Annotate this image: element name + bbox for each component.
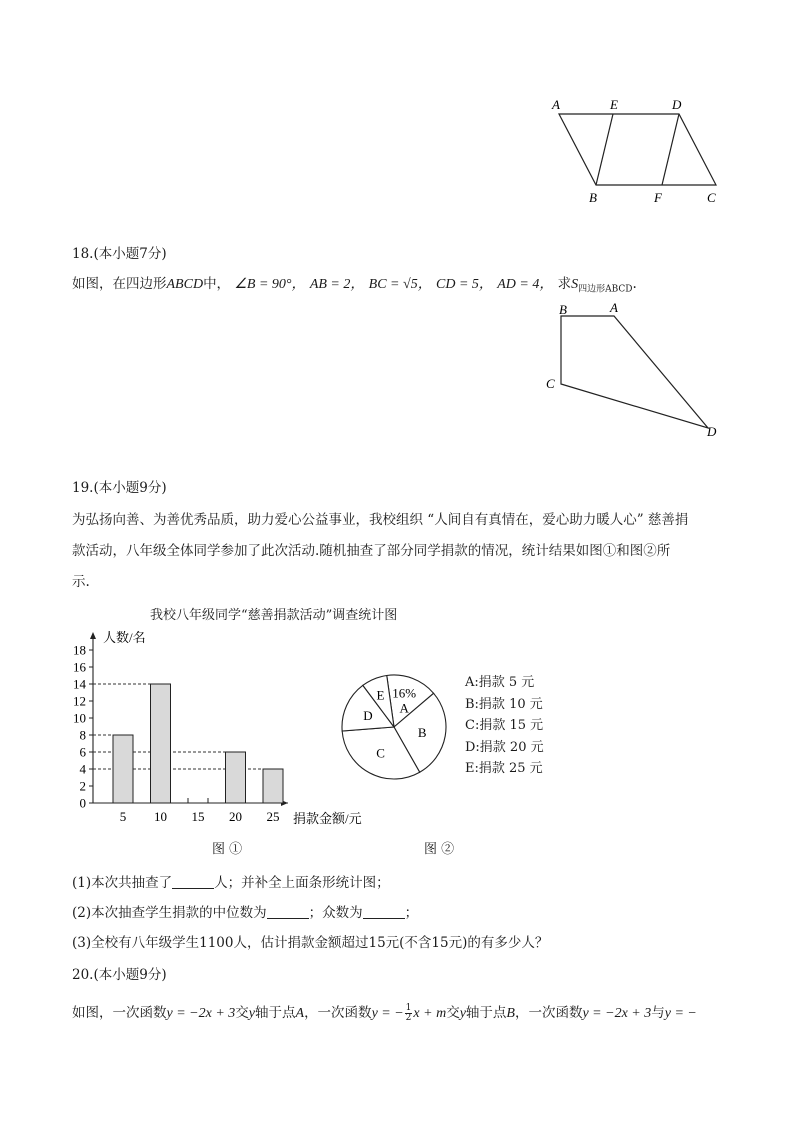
q18-bc: BC = √5， xyxy=(368,277,432,292)
label-f: F xyxy=(654,190,662,205)
q19-part-2-text-a: (2)本次抽查学生捐款的中位数为 xyxy=(72,905,267,921)
q18-header: 18.(本小题7分) xyxy=(72,246,167,262)
q20-frac-num: 1 xyxy=(405,1003,412,1013)
pie-slice-label: D xyxy=(363,708,373,724)
pie-percent-label: 16% xyxy=(392,685,417,701)
y-tick-label: 6 xyxy=(79,744,86,760)
label-b: B xyxy=(589,190,597,205)
legend-item-a: A:捐款 5 元 xyxy=(465,675,535,690)
y-tick-label: 18 xyxy=(73,642,86,658)
q19-part-3: (3)全校有八年级学生1100人，估计捐款金额超过15元(不含15元)的有多少人？ xyxy=(72,935,549,951)
q19-header: 19.(本小题9分) xyxy=(72,480,167,496)
q19-part-2 xyxy=(72,903,418,923)
y-tick-label: 8 xyxy=(79,727,86,743)
y-tick-label: 4 xyxy=(79,761,86,777)
q19-part-1-text-b: 人；并补全上面条形统计图； xyxy=(214,875,390,891)
q20-statement xyxy=(72,1003,697,1024)
bar xyxy=(226,752,246,803)
q18-end: . xyxy=(632,276,637,292)
q18-cd: CD = 5， xyxy=(436,277,493,292)
x-axis-label: 捐款金额/元 xyxy=(293,811,362,826)
pie-chart xyxy=(335,665,455,790)
y-tick-label: 12 xyxy=(73,693,86,709)
pie-slice-label: A xyxy=(399,700,409,716)
y-tick-label: 2 xyxy=(79,778,86,794)
q18-s: S xyxy=(571,277,579,292)
q19-answer-blank-2[interactable] xyxy=(267,904,309,919)
q18-text-a: 如图，在四边形 xyxy=(72,276,167,292)
q20-t4: ，一次函数 xyxy=(304,1005,372,1021)
quadrilateral-figure xyxy=(540,298,730,443)
q18-text-b: 中， xyxy=(203,276,231,292)
figure-2-caption: 图 ② xyxy=(424,842,455,857)
q19-paragraph-2: 款活动，八年级全体同学参加了此次活动.随机抽查了部分同学捐款的情况，统计结果如图①和图②所 xyxy=(72,543,671,559)
q20-fraction xyxy=(405,1004,413,1023)
bar xyxy=(263,769,283,803)
q18-ab: AB = 2， xyxy=(309,277,365,292)
quad-label-b: B xyxy=(559,302,567,317)
q20-f2b: x + m xyxy=(413,1006,447,1021)
q20-f3: y = −2x + 3 xyxy=(582,1006,652,1021)
q19-part-1-text-a: (1)本次共抽查了 xyxy=(72,875,173,891)
legend-item-d: D:捐款 20 元 xyxy=(465,739,544,755)
y-tick-label: 0 xyxy=(79,795,86,811)
x-tick-label: 10 xyxy=(154,809,167,824)
q19-part-2-text-b: ；众数为 xyxy=(308,905,363,921)
segment-fd xyxy=(662,114,679,185)
y-axis-label: 人数/名 xyxy=(103,630,146,645)
x-tick-label: 5 xyxy=(119,809,127,824)
q20-t6: 轴于点 xyxy=(465,1005,507,1021)
figure-1-caption: 图 ① xyxy=(212,842,243,857)
q20-y1: y xyxy=(248,1006,255,1021)
q20-y2: y xyxy=(459,1006,466,1021)
q19-answer-blank-1[interactable] xyxy=(172,874,214,889)
q20-f1: y = −2x + 3 xyxy=(166,1006,236,1021)
q20-f4: y = − xyxy=(664,1006,697,1021)
label-d: D xyxy=(672,97,682,112)
q19-paragraph-3: 示. xyxy=(72,574,90,590)
bar xyxy=(113,735,133,803)
chart-title: 我校八年级同学“慈善捐款活动”调查统计图 xyxy=(150,608,398,623)
q18-statement xyxy=(72,274,637,300)
y-axis-arrow xyxy=(90,632,96,639)
pie-slice-label: E xyxy=(376,687,385,703)
q20-header: 20.(本小题9分) xyxy=(72,967,167,983)
outer-parallelogram xyxy=(559,114,716,185)
q18-subscript: 四边形ABCD xyxy=(578,284,633,295)
q18-ask: 求 xyxy=(557,276,572,292)
legend-item-e: E:捐款 25 元 xyxy=(465,761,543,776)
quad-label-c: C xyxy=(546,376,555,391)
pie-slice-label: C xyxy=(376,745,385,761)
quad-label-a: A xyxy=(610,300,618,315)
y-tick-label: 16 xyxy=(73,659,86,675)
q20-t7: ，一次函数 xyxy=(514,1005,583,1021)
q20-point-a: A xyxy=(295,1006,305,1021)
q20-t1: 如图，一次函数 xyxy=(72,1005,167,1021)
segment-be xyxy=(596,114,613,185)
q19-paragraph-1: 为弘扬向善、为善优秀品质，助力爱心公益事业，我校组织 “人间自有真情在，爱心助力暖人心” 慈善捐 xyxy=(72,512,689,528)
q20-t5: 交 xyxy=(446,1005,460,1021)
q18-ad: AD = 4， xyxy=(497,277,554,292)
q20-point-b: B xyxy=(506,1006,515,1021)
bar xyxy=(151,684,171,803)
pie-slice-label: B xyxy=(417,724,427,740)
q20-t3: 轴于点 xyxy=(255,1005,296,1021)
quad-label-d: D xyxy=(707,424,717,439)
x-tick-label: 20 xyxy=(229,809,242,824)
y-tick-label: 14 xyxy=(73,676,86,692)
parallelogram-figure xyxy=(540,92,730,208)
q19-answer-blank-3[interactable] xyxy=(363,904,405,919)
label-e: E xyxy=(610,97,618,112)
x-tick-label: 25 xyxy=(266,809,280,824)
q20-frac-den: 2 xyxy=(405,1013,412,1023)
pie-legend xyxy=(465,672,544,780)
quadrilateral-abcd xyxy=(561,316,708,428)
q20-t8: 与 xyxy=(651,1005,665,1021)
q20-t2: 交 xyxy=(235,1005,249,1021)
legend-item-c: C:捐款 15 元 xyxy=(465,718,544,733)
q18-angle: ∠B = 90°， xyxy=(234,277,306,292)
q19-part-2-text-c: ； xyxy=(404,905,419,921)
y-tick-label: 10 xyxy=(73,710,86,726)
x-tick-label: 15 xyxy=(191,809,205,824)
label-a: A xyxy=(552,97,560,112)
q20-f2a: y = − xyxy=(371,1006,404,1021)
q18-abcd: ABCD xyxy=(166,277,204,292)
legend-item-b: B:捐款 10 元 xyxy=(465,696,543,712)
q19-part-1 xyxy=(72,873,390,893)
label-c: C xyxy=(707,190,716,205)
